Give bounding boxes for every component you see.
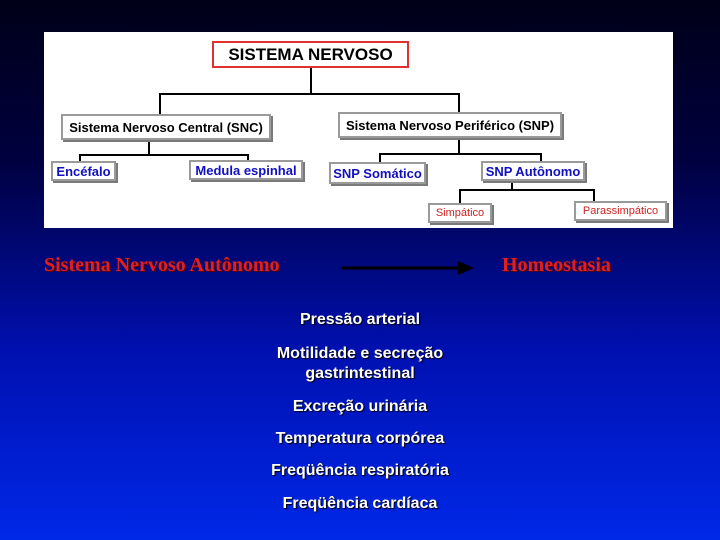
node-snp-autonomo: SNP Autônomo [481, 161, 585, 181]
homeostasia-heading: Homeostasia [502, 254, 611, 276]
connector-snc-down [159, 93, 161, 114]
connector-root-down [310, 68, 312, 94]
list-item: Freqüência respiratória [271, 462, 449, 479]
node-snc: Sistema Nervoso Central (SNC) [61, 114, 271, 140]
connector-snc-stem [148, 140, 150, 155]
nervous-system-diagram [44, 32, 673, 228]
connector-snp-down [458, 93, 460, 112]
node-sistema-nervoso: SISTEMA NERVOSO [212, 41, 409, 68]
node-parassimpatico: Parassimpático [574, 201, 667, 221]
node-snp: Sistema Nervoso Periférico (SNP) [338, 112, 562, 138]
sna-heading: Sistema Nervoso Autônomo [44, 254, 280, 276]
list-item: Temperatura corpórea [275, 430, 445, 447]
connector-snc-bar [79, 154, 249, 156]
node-simpatico: Simpático [428, 203, 492, 223]
node-encefalo: Encéfalo [51, 161, 116, 181]
node-snp-somatico: SNP Somático [329, 162, 426, 184]
list-item: Motilidade e secreção [276, 345, 444, 362]
connector-autonomo-down [540, 153, 542, 161]
list-item: Freqüência cardíaca [282, 495, 438, 512]
list-item: gastrintestinal [305, 365, 415, 382]
connector-snp-bar [379, 153, 542, 155]
connector-parassimpatico-down [593, 189, 595, 201]
connector-somatico-down [379, 153, 381, 162]
connector-encefalo-down [79, 154, 81, 161]
list-item: Excreção urinária [292, 398, 428, 415]
node-medula-espinhal: Medula espinhal [189, 160, 303, 180]
list-item: Pressão arterial [299, 311, 421, 328]
connector-autonomo-bar [459, 189, 595, 191]
connector-simpatico-down [459, 189, 461, 203]
arrow-right-icon [342, 260, 474, 276]
connector-level1-bar [159, 93, 459, 95]
connector-snp-stem [458, 138, 460, 154]
